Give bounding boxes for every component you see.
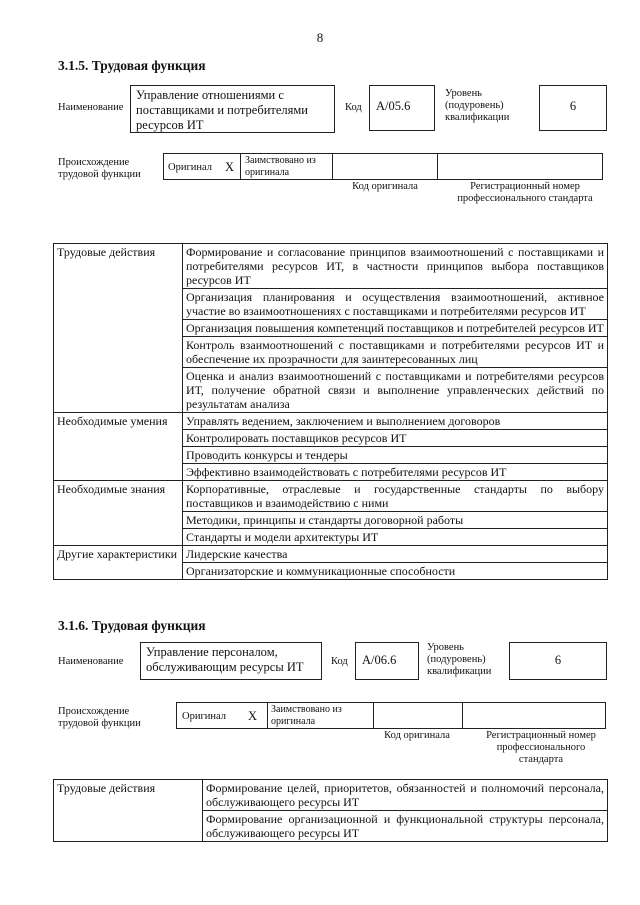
name-label: Наименование [58, 102, 124, 113]
table-item: Контроль взаимоотношений с поставщиками и потребителями ресурсов ИТ и обеспечение их прозрачности для заинтересованных лиц [183, 337, 608, 368]
category-cell: Необходимые умения [54, 413, 183, 481]
code-box [369, 85, 435, 131]
code-value: A/06.6 [362, 653, 397, 667]
level-value: 6 [569, 99, 577, 113]
original-mark: X [248, 709, 258, 723]
table-item: Контролировать поставщиков ресурсов ИТ [183, 430, 608, 447]
borrowed-label: Заимствовано из оригинала [271, 704, 342, 727]
origin-row [176, 702, 606, 729]
function-name: Управление персоналом, обслуживающим ресурсы ИТ [146, 645, 304, 674]
level-box [509, 642, 607, 680]
divider [267, 702, 268, 729]
table-item: Формирование целей, приоритетов, обязанностей и полномочий персонала, обслуживающего ресурсы ИТ [203, 780, 608, 811]
function-name-box [140, 642, 322, 680]
section-title: 3.1.5. Трудовая функция [58, 58, 206, 73]
origin-label: Происхождение трудовой функции [58, 157, 141, 180]
reg-number-caption: Регистрационный номер профессионального стандарта [486, 730, 596, 765]
function-name: Управление отношениями с поставщиками и потребителями ресурсов ИТ [136, 88, 308, 132]
table-item: Методики, принципы и стандарты договорной работы [183, 512, 608, 529]
level-label: Уровень (подуровень) квалификации [427, 642, 492, 677]
level-value: 6 [554, 653, 562, 667]
divider [462, 702, 463, 729]
divider [240, 153, 241, 180]
code-label: Код [331, 656, 348, 667]
table-item: Стандарты и модели архитектуры ИТ [183, 529, 608, 546]
section-title: 3.1.6. Трудовая функция [58, 618, 206, 633]
original-label: Оригинал [182, 711, 226, 722]
table-item: Проводить конкурсы и тендеры [183, 447, 608, 464]
category-cell: Трудовые действия [54, 780, 203, 842]
divider [373, 702, 374, 729]
table-item: Формирование и согласование принципов взаимоотношений с поставщиками и потребителями ресурсов ИТ, в частности принципов выбора поставщиков ресурсов ИТ [183, 244, 608, 289]
table-item: Организация планирования и осуществления взаимоотношений, активное участие во взаимоотношениях с поставщиками и потребителями ресурсов ИТ [183, 289, 608, 320]
work-function-table [53, 243, 608, 580]
reg-number-caption: Регистрационный номер профессионального стандарта [457, 181, 593, 204]
code-original-caption: Код оригинала [384, 730, 450, 741]
table-item: Организаторские и коммуникационные способности [183, 563, 608, 580]
table-item: Управлять ведением, заключением и выполнением договоров [183, 413, 608, 430]
table-item: Формирование организационной и функциональной структуры персонала, обслуживающего ресурсы ИТ [203, 811, 608, 842]
original-label: Оригинал [168, 162, 212, 173]
table-item: Организация повышения компетенций поставщиков и потребителей ресурсов ИТ [183, 320, 608, 337]
level-box [539, 85, 607, 131]
page-number: 8 [316, 30, 324, 45]
table-item: Оценка и анализ взаимоотношений с поставщиками и потребителями ресурсов ИТ, получение обратной связи и выполнение управленческих действий по результатам анализа [183, 368, 608, 413]
name-label: Наименование [58, 656, 124, 667]
category-cell: Необходимые знания [54, 481, 183, 546]
level-label: Уровень (подуровень) квалификации [445, 88, 510, 123]
category-cell: Другие характеристики [54, 546, 183, 580]
borrowed-label: Заимствовано из оригинала [245, 155, 316, 178]
work-function-table [53, 779, 608, 842]
code-box [355, 642, 419, 680]
divider [332, 153, 333, 180]
category-cell: Трудовые действия [54, 244, 183, 413]
divider [437, 153, 438, 180]
table-item: Корпоративные, отраслевые и государственные стандарты по выбору поставщиков и взаимодействию с ними [183, 481, 608, 512]
function-name-box [130, 85, 335, 133]
table-item: Эффективно взаимодействовать с потребителями ресурсов ИТ [183, 464, 608, 481]
table-item: Лидерские качества [183, 546, 608, 563]
code-label: Код [345, 102, 362, 113]
code-value: A/05.6 [376, 99, 411, 113]
origin-label: Происхождение трудовой функции [58, 706, 141, 729]
code-original-caption: Код оригинала [352, 181, 418, 192]
original-mark: X [225, 160, 235, 174]
